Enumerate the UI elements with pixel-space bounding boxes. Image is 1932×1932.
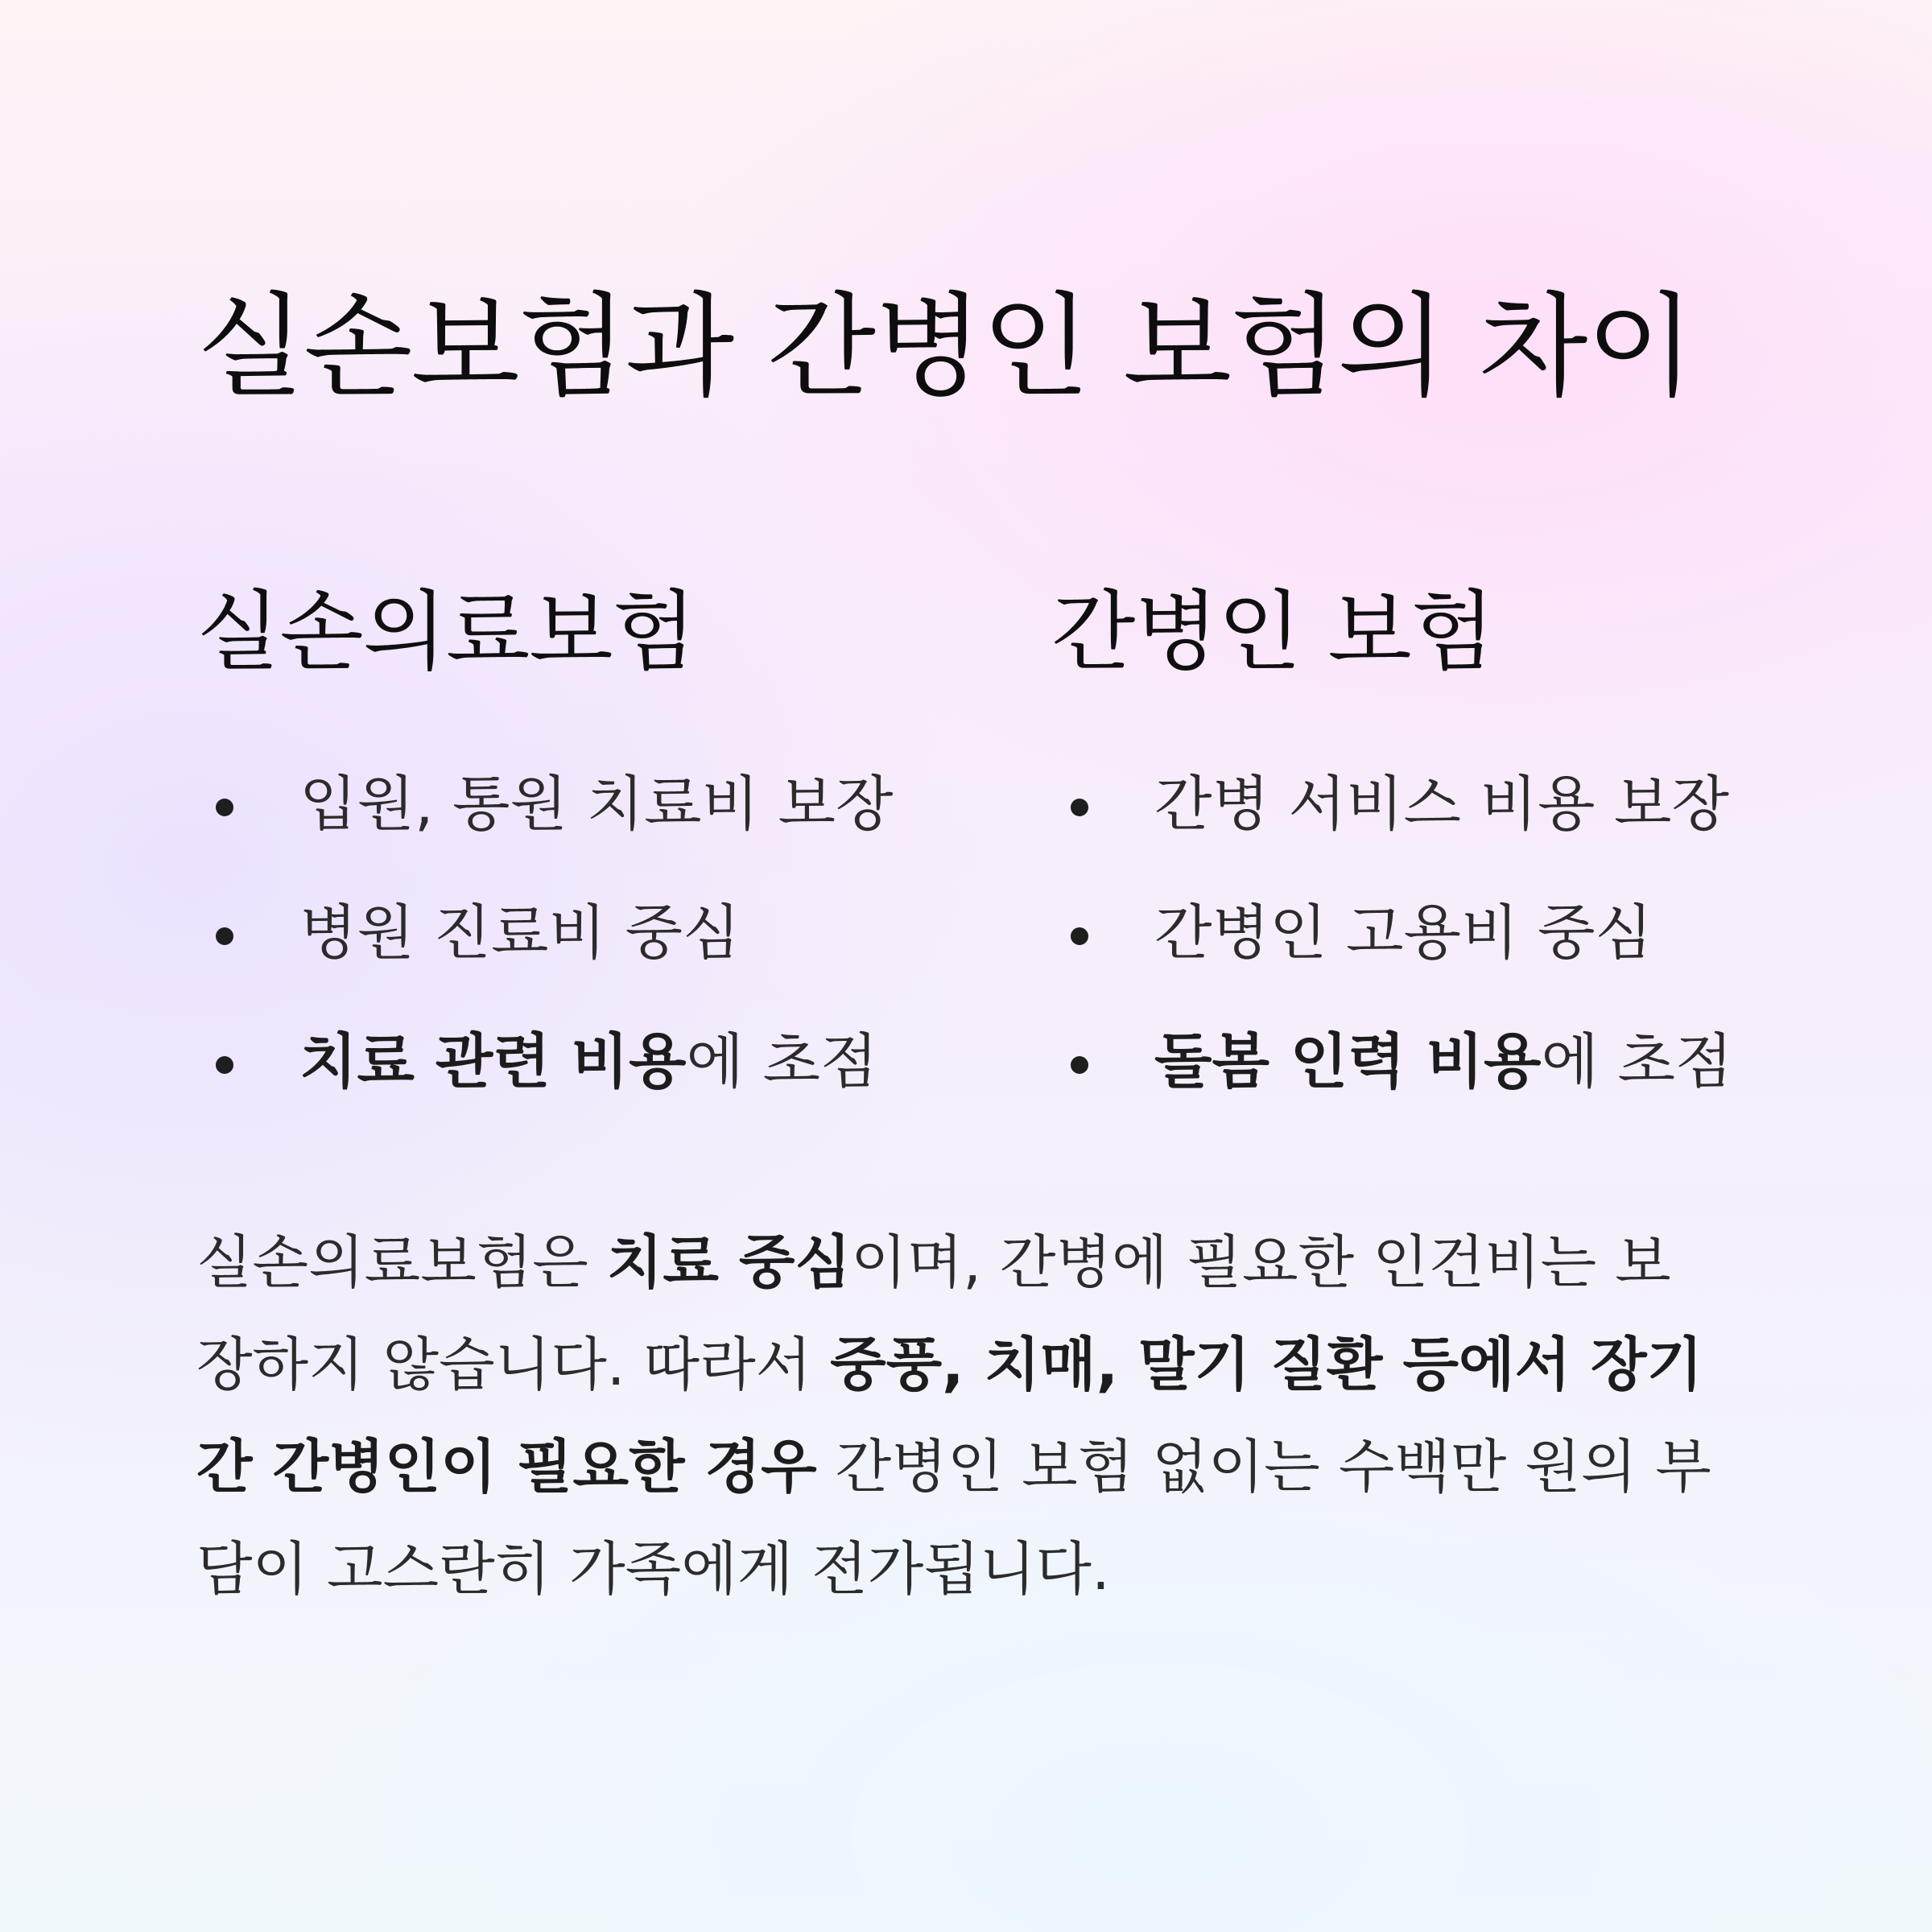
bullet-item — [196, 898, 776, 1032]
bullet-dot-icon — [1071, 927, 1088, 945]
bullet-text — [299, 898, 741, 968]
paragraph-line — [196, 1535, 1726, 1642]
bullet-normal: 병원 진료비 중심 — [299, 898, 741, 968]
caregiver-heading: 간병인 보험 — [1051, 582, 1494, 683]
caregiver-column — [1051, 582, 1744, 1161]
silson-column — [196, 582, 894, 1161]
bullet-item — [1051, 898, 1744, 1032]
bullet-normal: 간병인 고용비 중심 — [1154, 898, 1653, 968]
summary-paragraph — [196, 1228, 1726, 1642]
bullet-dot-icon — [216, 1056, 233, 1074]
paragraph-line — [196, 1433, 1726, 1540]
bullet-text — [299, 1027, 878, 1096]
bullet-text — [1154, 770, 1729, 839]
bullet-item — [1051, 770, 1744, 903]
bullet-strong: 치료 관련 비용 — [299, 1027, 687, 1096]
page-title: 실손보험과 간병인 보험의 차이 — [196, 282, 1694, 413]
silson-heading: 실손의료보험 — [196, 582, 696, 683]
bullet-dot-icon — [1071, 799, 1088, 816]
bullet-strong: 돌봄 인력 비용 — [1154, 1027, 1542, 1096]
bullet-normal: 간병 서비스 비용 보장 — [1154, 770, 1729, 839]
bullet-item — [196, 1027, 878, 1161]
bullet-dot-icon — [1071, 1056, 1088, 1074]
bullet-dot-icon — [216, 927, 233, 945]
bullet-normal: 입원, 통원 치료비 보장 — [299, 770, 894, 839]
bullet-text — [1154, 1027, 1733, 1096]
paragraph-text: 담이 고스란히 가족에게 전가됩니다. — [196, 1535, 1110, 1603]
paragraph-line — [196, 1331, 1726, 1438]
paragraph-text: 이며, 간병에 필요한 인건비는 보 — [851, 1228, 1671, 1296]
paragraph-text: 간병인 보험 없이는 수백만 원의 부 — [816, 1433, 1711, 1501]
bullet-normal: 에 초점 — [1541, 1027, 1733, 1096]
paragraph-emphasis: 중풍, 치매, 말기 질환 등에서 장기 — [830, 1331, 1703, 1398]
paragraph-emphasis: 간 간병인이 필요한 경우 — [196, 1433, 817, 1501]
bullet-dot-icon — [216, 799, 233, 816]
bullet-item — [196, 770, 894, 903]
bullet-item — [1051, 1027, 1744, 1161]
paragraph-text: 장하지 않습니다. 따라서 — [196, 1331, 831, 1398]
paragraph-text: 실손의료보험은 — [196, 1228, 607, 1296]
paragraph-emphasis: 치료 중심 — [606, 1228, 852, 1296]
paragraph-line — [196, 1228, 1726, 1335]
caregiver-bullet-list — [1051, 770, 1744, 1161]
bullet-text — [1154, 898, 1653, 968]
silson-bullet-list — [196, 770, 894, 1161]
bullet-normal: 에 초점 — [686, 1027, 878, 1096]
bullet-text — [299, 770, 894, 839]
